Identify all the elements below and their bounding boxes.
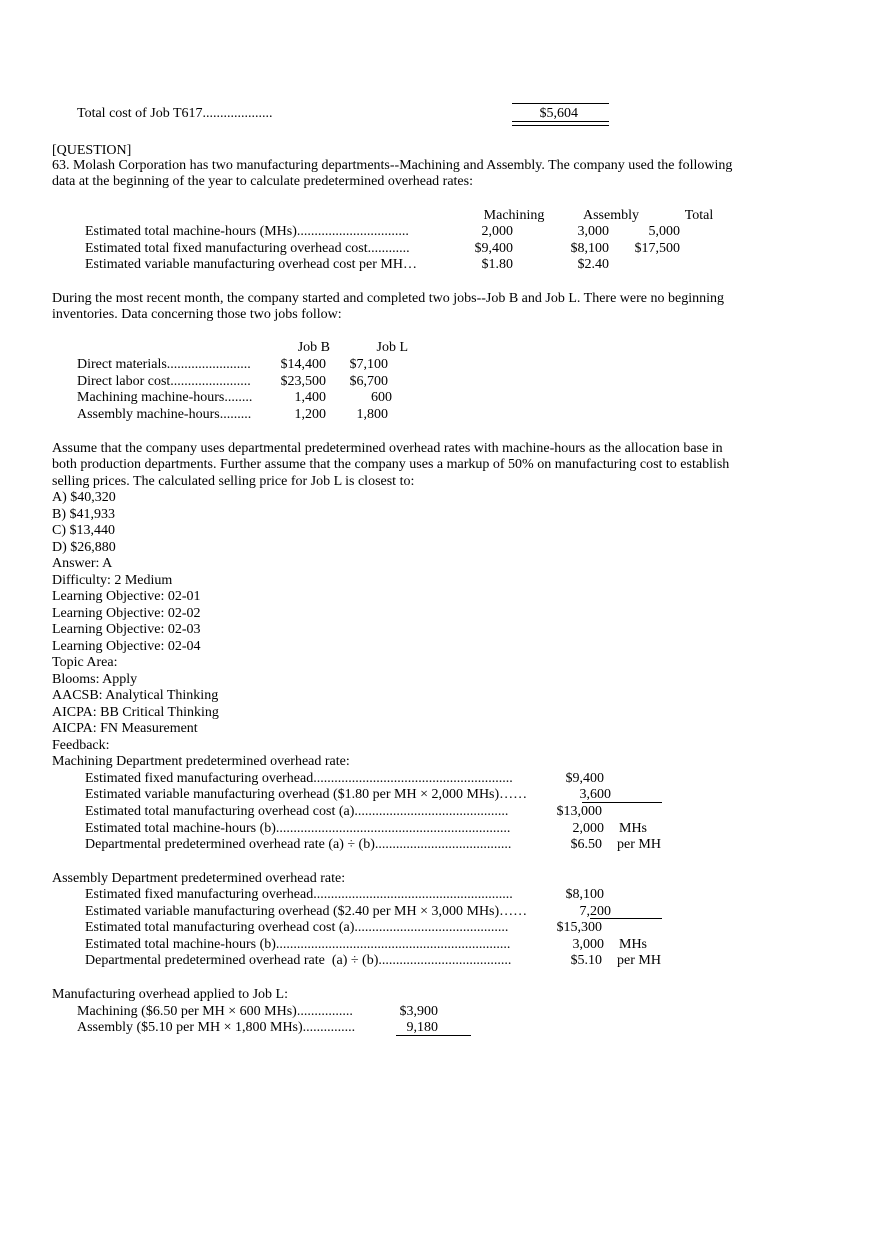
applied-underline	[396, 1035, 471, 1036]
estimates-header-total: Total	[684, 208, 714, 223]
feedback-row-label: Estimated total machine-hours (b)...................................................................	[85, 821, 511, 836]
machining-subtotal-underline	[582, 802, 662, 803]
jobs-row-b: $23,500	[280, 374, 326, 389]
feedback-row-label: Estimated variable manufacturing overhead ($2.40 per MH × 3,000 MHs)……	[85, 904, 528, 919]
jobs-row-b: 1,200	[294, 407, 326, 422]
estimates-header-assembly: Assembly	[583, 208, 639, 223]
jobs-header-l: Job L	[376, 340, 408, 355]
estimates-row-assembly: $8,100	[570, 241, 609, 256]
feedback-row-label: Estimated variable manufacturing overhead ($1.80 per MH × 2,000 MHs)……	[85, 787, 528, 802]
estimates-row-label: Estimated total machine-hours (MHs)................................	[85, 224, 409, 239]
feedback-row-label: Estimated fixed manufacturing overhead.........................................................	[85, 887, 513, 902]
paragraph-2-line-2: inventories. Data concerning those two jobs follow:	[52, 307, 342, 322]
jobs-row-l: $6,700	[349, 374, 388, 389]
paragraph-3-line-2: both production departments. Further assume that the company uses a markup of 50% on manufacturing cost to establish	[52, 457, 730, 472]
estimates-header-machining: Machining	[483, 208, 545, 223]
estimates-row-assembly: 3,000	[577, 224, 609, 239]
meta-learning-objective: Learning Objective: 02-02	[52, 606, 201, 621]
feedback-row-label: Estimated total manufacturing overhead cost (a)............................................	[85, 804, 509, 819]
estimates-row-total: 5,000	[648, 224, 680, 239]
paragraph-2-line-1: During the most recent month, the company started and completed two jobs--Job B and Job L. There were no beginning	[52, 291, 724, 306]
jobs-row-b: $14,400	[280, 357, 326, 372]
feedback-row-value: $13,000	[556, 804, 602, 819]
feedback-row-unit: MHs	[619, 821, 648, 836]
estimates-row-machining: $9,400	[474, 241, 513, 256]
question-tag: [QUESTION]	[52, 143, 132, 158]
machining-title: Machining Department predetermined overhead rate:	[52, 754, 350, 769]
estimates-row-assembly: $2.40	[577, 257, 609, 272]
estimates-row-label: Estimated variable manufacturing overhead cost per MH…	[85, 257, 417, 272]
meta-blooms: Blooms: Apply	[52, 672, 138, 687]
jobs-row-l: 1,800	[356, 407, 388, 422]
applied-row-value: $3,900	[399, 1004, 438, 1019]
question-intro-line-1: 63. Molash Corporation has two manufacturing departments--Machining and Assembly. The company used the following	[52, 158, 733, 173]
feedback-row-value: 7,200	[579, 904, 611, 919]
jobs-row-label: Direct labor cost.......................	[77, 374, 251, 389]
paragraph-3-line-3: selling prices. The calculated selling price for Job L is closest to:	[52, 474, 415, 489]
feedback-row-unit: MHs	[619, 937, 648, 952]
meta-aicpa: AICPA: BB Critical Thinking	[52, 705, 219, 720]
jobs-row-label: Direct materials........................	[77, 357, 251, 372]
meta-difficulty: Difficulty: 2 Medium	[52, 573, 173, 588]
question-intro-line-2: data at the beginning of the year to calculate predetermined overhead rates:	[52, 174, 473, 189]
assembly-title: Assembly Department predetermined overhead rate:	[52, 871, 346, 886]
jobs-header-b: Job B	[297, 340, 330, 355]
estimates-row-machining: $1.80	[481, 257, 513, 272]
jobs-row-label: Machining machine-hours........	[77, 390, 253, 405]
meta-topic-area: Topic Area:	[52, 655, 118, 670]
feedback-row-value: $5.10	[570, 953, 602, 968]
assembly-subtotal-underline	[590, 918, 662, 919]
jobs-row-l: $7,100	[349, 357, 388, 372]
top-total-label: Total cost of Job T617....................	[77, 106, 273, 121]
feedback-row-unit: per MH	[617, 837, 661, 852]
top-total-value: $5,604	[539, 106, 578, 121]
answer-option-d: D) $26,880	[52, 540, 116, 555]
feedback-row-label: Departmental predetermined overhead rate (a) ÷ (b).......................................	[85, 837, 512, 852]
feedback-row-unit: per MH	[617, 953, 661, 968]
meta-learning-objective: Learning Objective: 02-01	[52, 589, 201, 604]
feedback-row-value: 3,000	[572, 937, 604, 952]
feedback-row-label: Estimated fixed manufacturing overhead.........................................................	[85, 771, 513, 786]
feedback-row-value: $8,100	[565, 887, 604, 902]
applied-title: Manufacturing overhead applied to Job L:	[52, 987, 288, 1002]
estimates-row-machining: 2,000	[481, 224, 513, 239]
applied-row-label: Assembly ($5.10 per MH × 1,800 MHs)...............	[77, 1020, 356, 1035]
jobs-row-label: Assembly machine-hours.........	[77, 407, 252, 422]
feedback-row-value: $6.50	[570, 837, 602, 852]
jobs-row-l: 600	[371, 390, 392, 405]
feedback-row-value: $9,400	[565, 771, 604, 786]
answer-option-b: B) $41,933	[52, 507, 115, 522]
top-overline	[512, 103, 609, 104]
meta-feedback: Feedback:	[52, 738, 110, 753]
applied-row-value: 9,180	[406, 1020, 438, 1035]
meta-learning-objective: Learning Objective: 02-03	[52, 622, 201, 637]
feedback-row-value: $15,300	[556, 920, 602, 935]
meta-answer: Answer: A	[52, 556, 113, 571]
estimates-row-label: Estimated total fixed manufacturing overhead cost............	[85, 241, 410, 256]
meta-learning-objective: Learning Objective: 02-04	[52, 639, 201, 654]
meta-aacsb: AACSB: Analytical Thinking	[52, 688, 219, 703]
answer-option-c: C) $13,440	[52, 523, 115, 538]
paragraph-3-line-1: Assume that the company uses departmental predetermined overhead rates with machine-hours as the allocation base in	[52, 441, 723, 456]
answer-option-a: A) $40,320	[52, 490, 116, 505]
feedback-row-label: Estimated total machine-hours (b)...................................................................	[85, 937, 511, 952]
jobs-row-b: 1,400	[294, 390, 326, 405]
feedback-row-label: Estimated total manufacturing overhead cost (a)............................................	[85, 920, 509, 935]
meta-aicpa: AICPA: FN Measurement	[52, 721, 198, 736]
feedback-row-value: 2,000	[572, 821, 604, 836]
estimates-row-total: $17,500	[634, 241, 680, 256]
top-double-underline	[512, 121, 609, 126]
feedback-row-value: 3,600	[579, 787, 611, 802]
applied-row-label: Machining ($6.50 per MH × 600 MHs)................	[77, 1004, 353, 1019]
feedback-row-label: Departmental predetermined overhead rate (a) ÷ (b)......................................	[85, 953, 512, 968]
